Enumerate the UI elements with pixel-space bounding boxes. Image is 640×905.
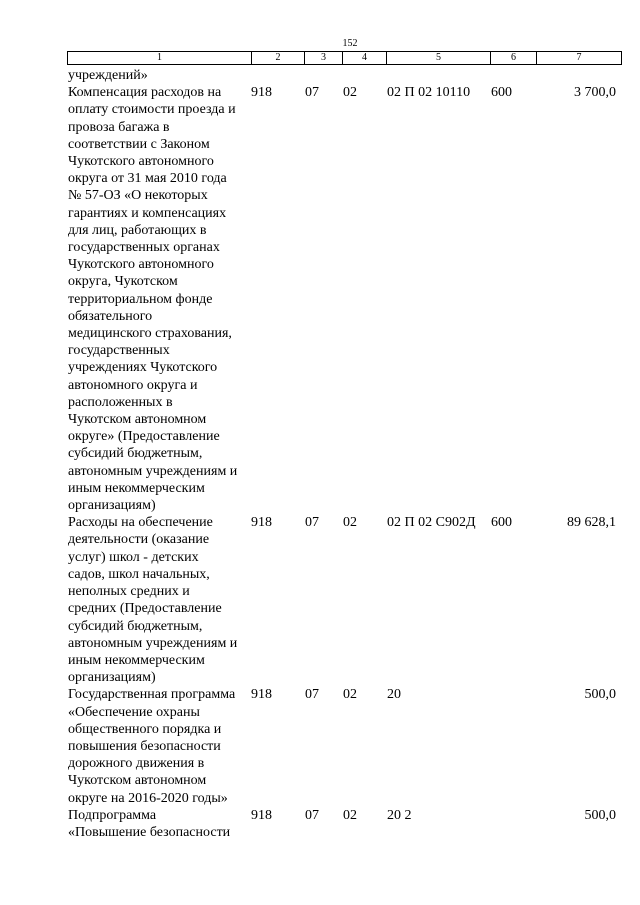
amount: 500,0 <box>584 687 616 703</box>
description-line: оплату стоимости проезда и <box>68 102 236 118</box>
section-code: 07 <box>305 515 319 531</box>
column-header: 6 <box>491 52 537 65</box>
budget-table-body <box>68 67 640 841</box>
description-line: «Повышение безопасности <box>68 824 231 840</box>
description-line: иным некоммерческим <box>68 652 205 668</box>
section-code: 07 <box>305 807 319 823</box>
description-line: субсидий бюджетным, <box>68 618 203 634</box>
description-line: № 57-ОЗ «О некоторых <box>68 188 208 204</box>
subsection-code: 02 <box>343 85 357 101</box>
table-row <box>68 84 640 514</box>
ministry-code: 918 <box>251 515 272 531</box>
column-header: 2 <box>252 52 305 65</box>
description-line: садов, школ начальных, <box>68 566 210 582</box>
row-description <box>68 807 251 841</box>
row-description <box>68 84 251 514</box>
description-line: услуг) школ - детских <box>68 549 199 565</box>
column-header: 4 <box>343 52 387 65</box>
description-line: организациям) <box>68 670 156 686</box>
table-row <box>68 807 640 841</box>
page-number: 152 <box>342 38 358 49</box>
description-line: провоза багажа в <box>68 119 170 135</box>
description-line: автономным учреждениям и <box>68 635 238 651</box>
column-header: 3 <box>305 52 343 65</box>
description-line: округа от 31 мая 2010 года <box>68 171 227 187</box>
target-article-code: 20 <box>387 687 401 703</box>
subsection-code: 02 <box>343 687 357 703</box>
expense-type-code: 600 <box>491 515 512 531</box>
target-article-code: 20 2 <box>387 807 412 823</box>
description-line: округе» (Предоставление <box>68 429 220 445</box>
description-line: организациям) <box>68 498 156 514</box>
description-line: средних (Предоставление <box>68 601 222 617</box>
row-description <box>68 686 251 806</box>
description-line: дорожного движения в <box>68 756 205 772</box>
description-line: учреждениях Чукотского <box>68 360 218 376</box>
description-line: округе на 2016-2020 годы» <box>68 790 228 806</box>
description-line: «Обеспечение охраны <box>68 704 200 720</box>
description-line: Чукотского автономного <box>68 257 214 273</box>
description-line: учреждений» <box>68 68 148 83</box>
description-line: округа, Чукотском <box>68 274 178 290</box>
ministry-code: 918 <box>251 687 272 703</box>
description-line: общественного порядка и <box>68 721 222 737</box>
description-line: государственных <box>68 343 170 359</box>
section-code: 07 <box>305 85 319 101</box>
description-line: Расходы на обеспечение <box>68 515 213 531</box>
target-article-code: 02 П 02 10110 <box>387 85 471 101</box>
subsection-code: 02 <box>343 807 357 823</box>
column-header-row <box>68 52 622 65</box>
description-line: повышения безопасности <box>68 738 221 754</box>
row-description <box>68 67 251 84</box>
description-line: Подпрограмма <box>68 807 157 823</box>
ministry-code: 918 <box>251 807 272 823</box>
row-description <box>68 514 251 686</box>
description-line: Чукотском автономном <box>68 773 207 789</box>
description-line: территориальном фонде <box>68 291 213 307</box>
table-row <box>68 67 640 84</box>
description-line: иным некоммерческим <box>68 480 205 496</box>
table-row <box>68 686 640 806</box>
description-line: медицинского страхования, <box>68 326 232 342</box>
table-row <box>68 514 640 686</box>
description-line: государственных органах <box>68 240 220 256</box>
target-article-code: 02 П 02 С902Д <box>387 515 476 531</box>
description-line: автономного округа и <box>68 377 198 393</box>
column-header: 5 <box>387 52 491 65</box>
description-line: гарантиях и компенсациях <box>68 205 227 221</box>
column-header-table <box>67 51 622 65</box>
description-line: автономным учреждениям и <box>68 463 238 479</box>
ministry-code: 918 <box>251 85 272 101</box>
column-header: 7 <box>537 52 622 65</box>
amount: 89 628,1 <box>567 515 616 531</box>
description-line: Компенсация расходов на <box>68 85 222 101</box>
description-line: соответствии с Законом <box>68 136 210 152</box>
description-line: расположенных в <box>68 394 173 410</box>
description-line: Чукотском автономном <box>68 412 207 428</box>
amount: 500,0 <box>584 807 616 823</box>
description-line: обязательного <box>68 308 153 324</box>
column-header: 1 <box>68 52 252 65</box>
description-line: субсидий бюджетным, <box>68 446 203 462</box>
description-line: Государственная программа <box>68 687 236 703</box>
expense-type-code: 600 <box>491 85 512 101</box>
description-line: Чукотского автономного <box>68 154 214 170</box>
amount: 3 700,0 <box>574 85 616 101</box>
section-code: 07 <box>305 687 319 703</box>
description-line: неполных средних и <box>68 584 190 600</box>
description-line: для лиц, работающих в <box>68 222 207 238</box>
subsection-code: 02 <box>343 515 357 531</box>
description-line: деятельности (оказание <box>68 532 210 548</box>
